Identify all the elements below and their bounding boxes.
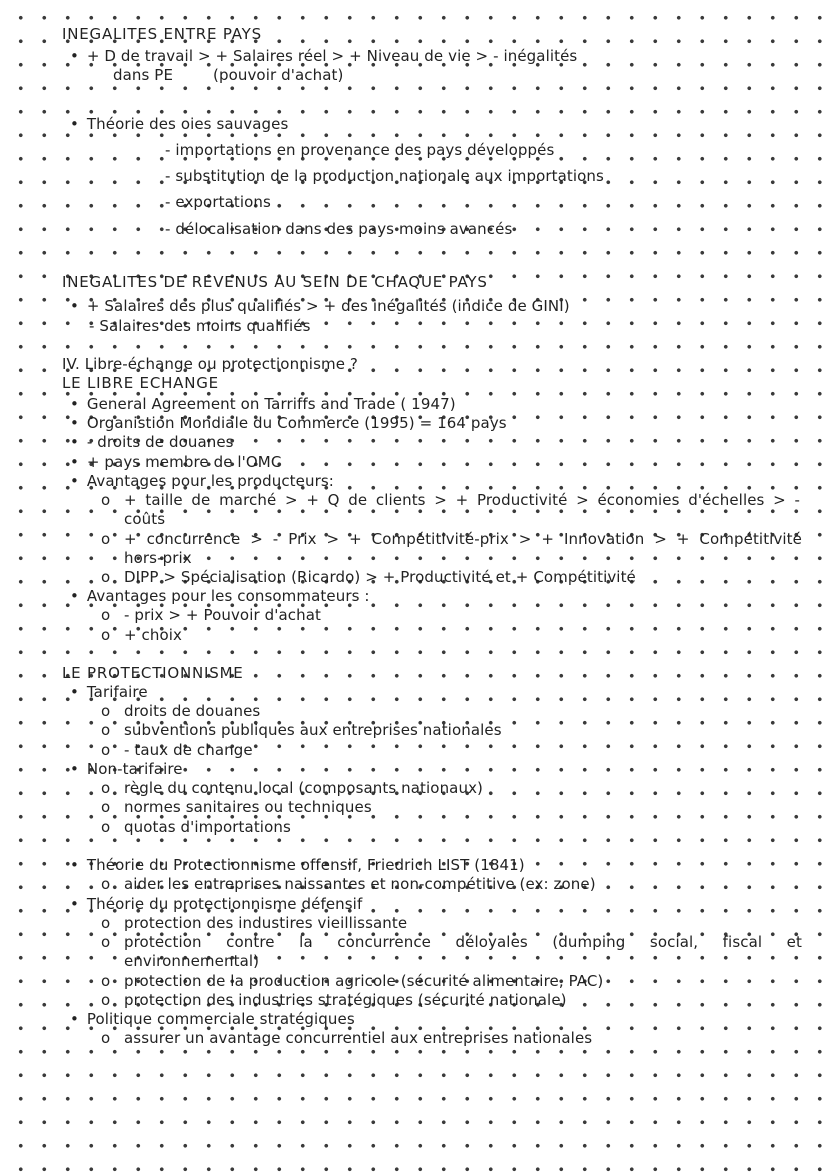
bullet-icon: • (70, 414, 79, 432)
list-item: - importations en provenance des pays développés (165, 141, 555, 159)
list-item-continuation: dans PE (113, 66, 174, 84)
bullet-icon: • (70, 587, 79, 605)
list-item-annotation: (pouvoir d'achat) (213, 66, 344, 84)
list-item: règle du contenu local (composants nationaux) (124, 779, 484, 797)
section-title-inegalites-pays: INEGALITES ENTRE PAYS (62, 25, 262, 43)
list-item: quotas d'importations (124, 818, 291, 836)
list-item: droits de douanes (124, 702, 261, 720)
list-item: - exportations (165, 193, 271, 211)
list-item: + taille de marché > + Q de clients > + Productivité > économies d'échelles > - (124, 491, 800, 509)
sub-bullet-icon: o (101, 798, 111, 816)
list-item: • Théorie du protectionnisme défensif (70, 895, 363, 913)
list-item: • + Salaires des plus qualifiés > + des inégalités (indice de GINI) (70, 297, 570, 315)
list-item: • - droits de douanes (70, 433, 234, 451)
list-item: aider les entreprises naissantes et non-compétitive (ex: zone) (124, 875, 596, 893)
list-item: protection de la production agricole (sécurité alimentaire, PAC) (124, 972, 604, 990)
bullet-icon: • (70, 115, 79, 133)
list-item: • General Agreement on Tarriffs and Trade ( 1947) (70, 395, 456, 413)
bullet-icon: • (70, 297, 79, 315)
bullet-icon: • (70, 472, 79, 490)
list-item: • Tarifaire (70, 683, 148, 701)
section-title-inegalites-revenus: INEGALITES DE REVENUS AU SEIN DE CHAQUE PAYS (62, 273, 488, 291)
sub-bullet-icon: o (101, 991, 111, 1009)
sub-bullet-icon: o (101, 818, 111, 836)
list-item: protection des industries stratégiques (sécurité nationale) (124, 991, 567, 1009)
sub-bullet-icon: o (101, 606, 111, 624)
sub-bullet-icon: o (101, 1029, 111, 1047)
bullet-icon: • (70, 760, 79, 778)
list-item: - prix > + Pouvoir d'achat (124, 606, 321, 624)
list-item: assurer un avantage concurrentiel aux entreprises nationales (124, 1029, 593, 1047)
sub-bullet-icon: o (101, 741, 111, 759)
list-item: • Théorie du Protectionnisme offensif, Friedrich LIST (1841) (70, 856, 525, 874)
section-title-protectionnisme: LE PROTECTIONNISME (62, 664, 244, 682)
bullet-icon: • (70, 453, 79, 471)
bullet-icon: • (70, 395, 79, 413)
bullet-icon: • (70, 433, 79, 451)
list-item: protection contre la concurrence déloyales (dumping social, fiscal et (124, 933, 802, 951)
section-title-libre-echange: LE LIBRE ECHANGE (62, 374, 219, 392)
sub-bullet-icon: o (101, 626, 111, 644)
bullet-icon: • (70, 856, 79, 874)
sub-bullet-icon: o (101, 491, 111, 509)
list-item: • Non-tarifaire (70, 760, 183, 778)
list-item: + concurrence > - Prix > + Compétitivité-prix > + Innovation > + Compétitivité (124, 530, 802, 548)
sub-bullet-icon: o (101, 914, 111, 932)
list-item: • Organistion Mondiale du Commerce (1995) = 164 pays (70, 414, 507, 432)
list-item: • Avantages pour les consommateurs : (70, 587, 370, 605)
sub-bullet-icon: o (101, 721, 111, 739)
sub-bullet-icon: o (101, 933, 111, 951)
sub-bullet-icon: o (101, 530, 111, 548)
list-item: - substitution de la production nationale aux importations (165, 167, 604, 185)
list-item: • Politique commerciale stratégiques (70, 1010, 355, 1028)
list-item: normes sanitaires ou techniques (124, 798, 372, 816)
list-item: subventions publiques aux entreprises nationales (124, 721, 502, 739)
sub-bullet-icon: o (101, 568, 111, 586)
list-item: • + D de travail > + Salaires réel > + Niveau de vie > - inégalités (70, 47, 578, 65)
part-title: IV. Libre-échange ou protectionnisme ? (62, 355, 358, 373)
list-item-continuation: coûts (124, 510, 166, 528)
bullet-icon: • (70, 683, 79, 701)
sub-bullet-icon: o (101, 702, 111, 720)
bullet-icon: • (70, 1010, 79, 1028)
list-item: - délocalisation dans des pays moins avancés (165, 220, 513, 238)
list-item-continuation: environnemental) (124, 952, 260, 970)
list-item: + choix (124, 626, 183, 644)
list-item: protection des industires vieillissante (124, 914, 408, 932)
sub-bullet-icon: o (101, 779, 111, 797)
list-item: • Avantages pour les producteurs: (70, 472, 334, 490)
list-item: DIPP > Spécialisation (Ricardo) > + Productivité et + Compétitivité (124, 568, 636, 586)
list-item: - taux de change (124, 741, 253, 759)
sub-bullet-icon: o (101, 972, 111, 990)
list-item: • + pays membre de l'OMC (70, 453, 282, 471)
list-item-continuation: hors-prix (124, 549, 192, 567)
list-item: - Salaires des moins qualifiés (89, 317, 311, 335)
sub-bullet-icon: o (101, 875, 111, 893)
bullet-icon: • (70, 895, 79, 913)
list-item: • Théorie des oies sauvages (70, 115, 289, 133)
bullet-icon: • (70, 47, 79, 65)
